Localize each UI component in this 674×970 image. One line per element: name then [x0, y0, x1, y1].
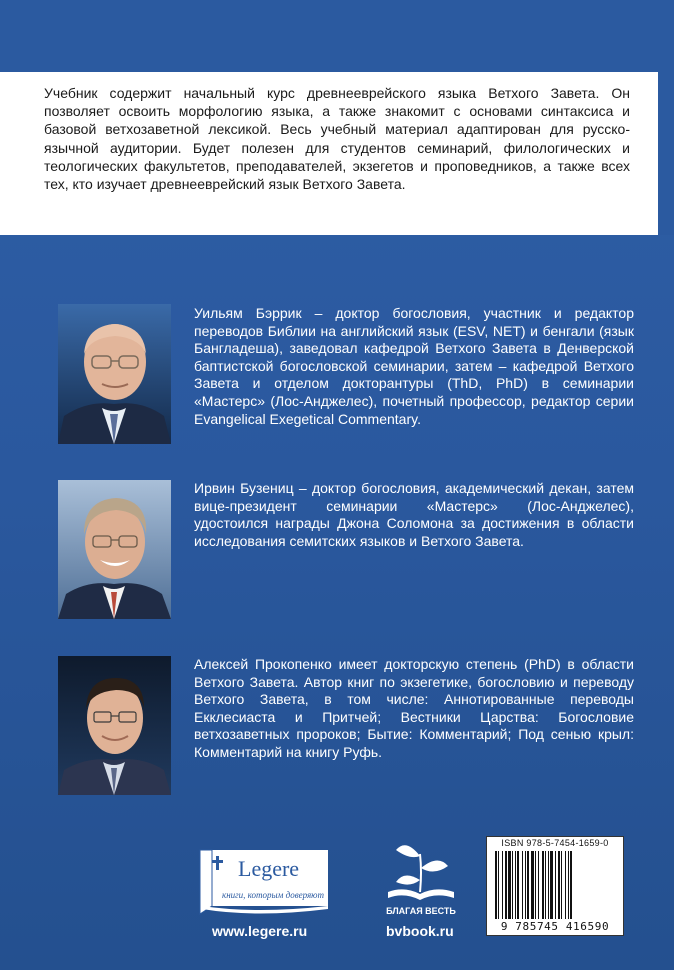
author-bio-barrick: Уильям Бэррик – доктор богословия, участник и редактор переводов Библии на английский язык (ESV, NET) и бенгали (язык Бангладеша), заведовал кафедрой Ветхого Завета в Денверской баптистской богословской семинарии, затем – кафедрой Ветхого Завета и отделом докторантуры (ThD, PhD) в семинарии «Мастерс» (Лос-Анджелес), почетный профессор, редактор серии Evangelical Exegetical Commentary. [194, 305, 634, 427]
legere-tagline: книги, которым доверяют [222, 890, 325, 900]
author-bio-prokopenko: Алексей Прокопенко имеет докторскую степень (PhD) в области Ветхого Завета. Автор книг по экзегетике, богословию и переводу Ветхого Завета, в том числе: Аннотированные переводы Екклесиаста и Притчей; Вестники Царства: Богословие ветхозаветных пророков; Бытие: Комментарий; Под сенью крыл: Комментарий на книгу Руфь. [194, 656, 634, 760]
bv-url: bvbook.ru [386, 923, 454, 939]
book-description: Учебник содержит начальный курс древнееврейского языка Ветхого Завета. Он позволяет освоить морфологию языка, а также знакомит с основами синтаксиса и базовой ветхозаветной лексикой. Весь учебный материал адаптирован для русско-язычной аудитории. Будет полезен для студентов семинарий, филологических и теологических факультетов, преподавателей, экзегетов и проповедников, а также всех тех, кто изучает древнееврейский язык Ветхого Завета. [44, 85, 630, 193]
author-bio-busenitz: Ирвин Бузениц – доктор богословия, академический декан, затем вице-президент семинарии «Мастерс» (Лос-Анджелес), удостоился награды Джона Соломона за достижения в области исследования семитских языков и Ветхого Завета. [194, 480, 634, 549]
legere-name: Legere [238, 856, 300, 881]
isbn-barcode [486, 836, 624, 936]
top-band [0, 0, 674, 72]
barcode-bars [495, 851, 615, 919]
legere-logo [196, 836, 330, 918]
isbn-label: ISBN 978-5-7454-1659-0 [501, 838, 609, 848]
author-photo-busenitz [58, 480, 171, 619]
legere-url: www.legere.ru [212, 923, 308, 939]
bv-logo [380, 832, 462, 918]
barcode-number: 9 785745 416590 [500, 920, 610, 933]
description-panel [0, 72, 674, 235]
author-photo-barrick [58, 304, 171, 444]
author-photo-prokopenko [58, 656, 171, 795]
bv-name: БЛАГАЯ ВЕСТЬ [386, 906, 456, 916]
